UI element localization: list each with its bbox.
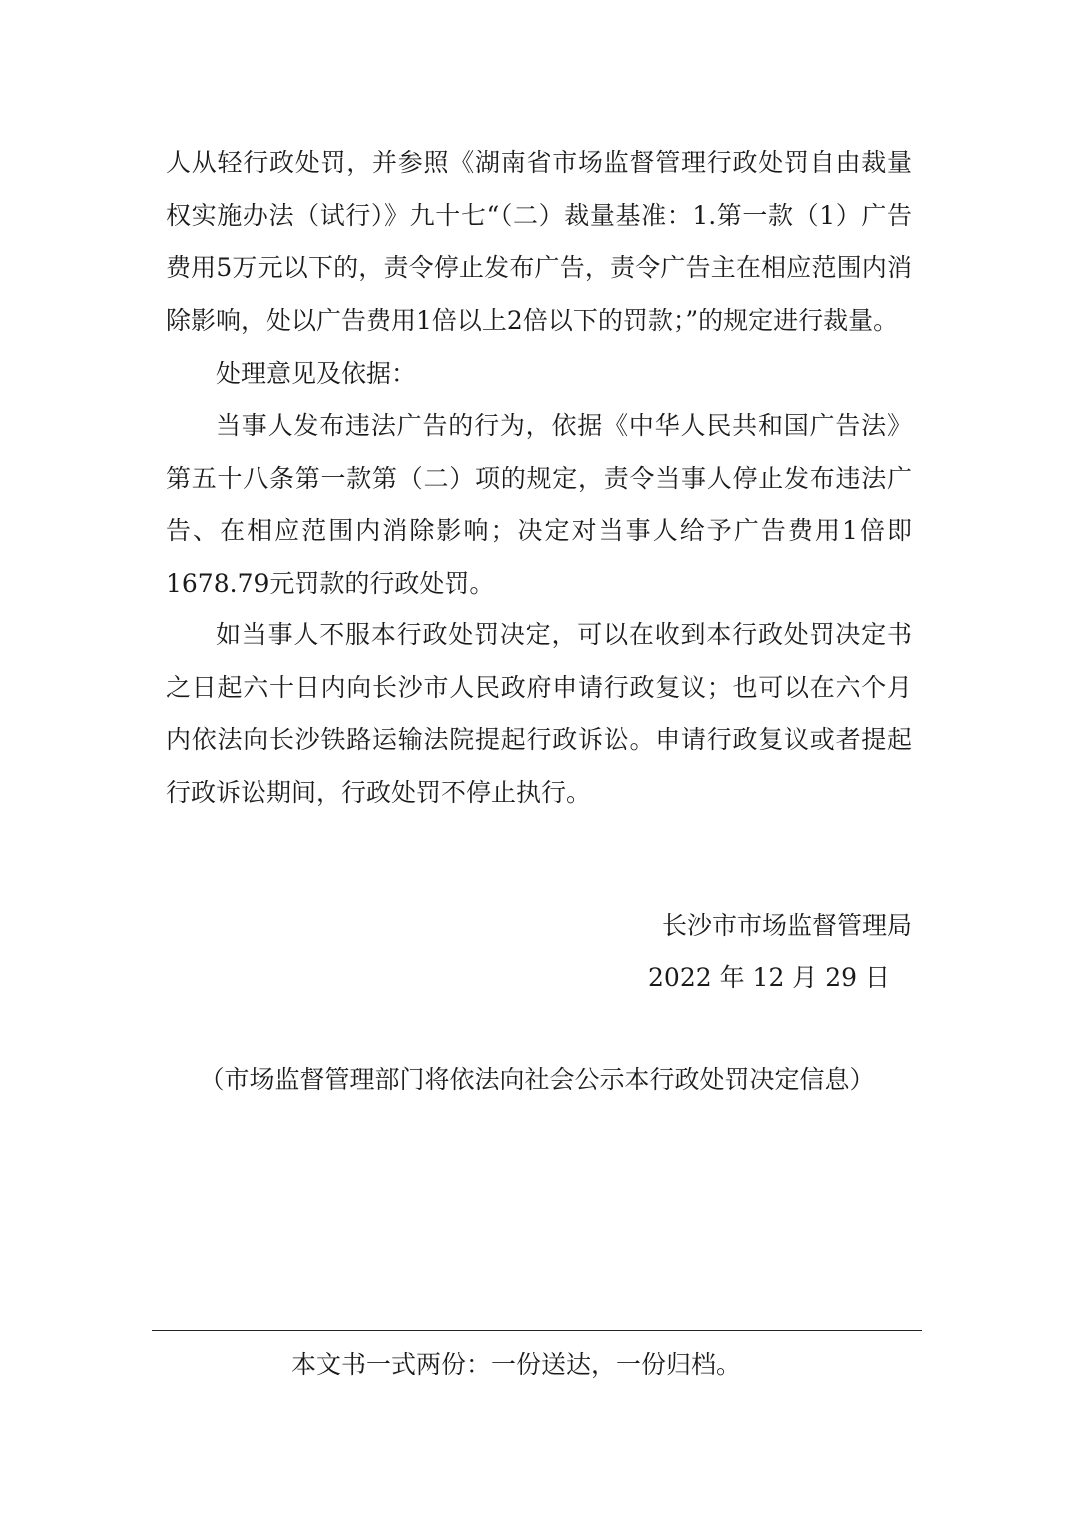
paragraph-penalty-decision: 当事人发布违法广告的行为，依据《中华人民共和国广告法》第五十八条第一款第（二）项的规定，责令当事人停止发布违法广告、在相应范围内消除影响；决定对当事人给予广告费用1倍即1678.79元罚款的行政处罚。 — [166, 411, 912, 598]
copies-note: 本文书一式两份：一份送达，一份归档。 — [291, 1350, 742, 1379]
footer-divider — [152, 1330, 922, 1331]
public-disclosure-notice: （市场监督管理部门将依法向社会公示本行政处罚决定信息） — [199, 1065, 875, 1094]
issue-date: 2022 年 12 月 29 日 — [648, 963, 890, 992]
paragraph-discretion-basis: 人从轻行政处罚，并参照《湖南省市场监督管理行政处罚自由裁量权实施办法（试行）》九十七“（二）裁量基准：1.第一款（1）广告费用5万元以下的，责令停止发布广告，责令广告主在相应范围内消除影响，处以广告费用1倍以上2倍以下的罚款；”的规定进行裁量。 — [166, 148, 912, 335]
issuing-organization: 长沙市市场监督管理局 — [661, 911, 912, 940]
paragraph-handling-heading: 处理意见及依据： — [216, 359, 417, 388]
paragraph-appeal-rights: 如当事人不服本行政处罚决定，可以在收到本行政处罚决定书之日起六十日内向长沙市人民政府申请行政复议；也可以在六个月内依法向长沙铁路运输法院提起行政诉讼。申请行政复议或者提起行政诉讼期间，行政处罚不停止执行。 — [166, 620, 912, 807]
